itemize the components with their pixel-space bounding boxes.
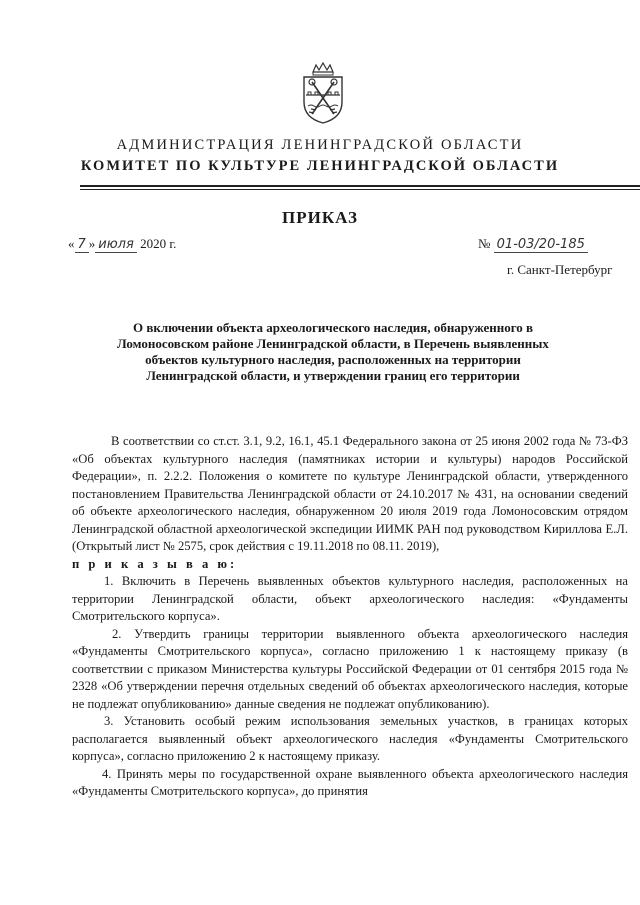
document-title: ПРИКАЗ xyxy=(282,208,358,227)
subject-line: объектов культурного наследия, расположенных на территории xyxy=(145,352,521,367)
date-day-handwritten: 7 xyxy=(75,237,89,253)
administration-header: АДМИНИСТРАЦИЯ ЛЕНИНГРАДСКОЙ ОБЛАСТИ xyxy=(116,137,524,153)
date-open-quote: « xyxy=(68,236,75,251)
date-year: 2020 г. xyxy=(140,236,177,251)
order-item-1: 1. Включить в Перечень выявленных объектов культурного наследия, расположенных на территории Ленинградской области, объект археологического наследия: «Фундаменты Смотрительского корпуса». xyxy=(72,574,628,623)
date-month-handwritten: июля xyxy=(95,237,137,253)
header-rule-thin xyxy=(80,189,640,190)
order-item-4: 4. Принять меры по государственной охране выявленного объекта археологического наследия «Фундаменты Смотрительского корпуса», до принятия xyxy=(72,766,628,798)
subject-line: О включении объекта археологического наследия, обнаруженного в xyxy=(132,320,534,335)
preamble-paragraph: В соответствии со ст.ст. 3.1, 9.2, 16.1, 45.1 Федерального закона от 25 июня 2002 года № 73-ФЗ «Об объектах культурного наследия (памятниках истории и культуры) народов Российской Федерации», п. 2.2.2. Положения о комитете по культуре Ленинградской области, утвержденного постановлением Правительства Ленинградской области от 24.10.2017 № 431, на основании сведений об объекте археологического наследия, обнаруженном 20 июля 2019 года Ломоносовским отрядом Ленинградской областной археологической экспедиции ИИМК РАН под руководством Кириллова Е.Л. (Открытый лист № 2575, срок действия с 19.11.2018 по 08.11. 2019), xyxy=(72,434,628,553)
document-date xyxy=(68,236,176,252)
order-word: п р и к а з ы в а ю: xyxy=(72,556,238,571)
number-value-handwritten: 01-03/20-185 xyxy=(494,237,588,253)
date-close-quote: » xyxy=(88,236,96,251)
subject-line: Ленинградской области, и утверждении границ его территории xyxy=(146,368,520,383)
document-number xyxy=(478,236,588,252)
order-item-3: 3. Установить особый режим использования земельных участков, в границах которых располагается выявленный объект археологического наследия «Фундаменты Смотрительского корпуса», согласно приложению 2 к настоящему приказу. xyxy=(72,714,628,763)
document-city: г. Санкт-Петербург xyxy=(507,262,613,277)
header-rule-thick xyxy=(80,185,640,187)
number-label: № xyxy=(478,236,491,251)
committee-header: КОМИТЕТ ПО КУЛЬТУРЕ ЛЕНИНГРАДСКОЙ ОБЛАСТИ xyxy=(80,158,560,174)
order-body xyxy=(72,433,628,801)
coat-of-arms-emblem-icon xyxy=(300,62,346,124)
order-subject xyxy=(80,320,586,384)
subject-line: Ломоносовском районе Ленинградской области, в Перечень выявленных xyxy=(117,336,549,351)
order-item-2: 2. Утвердить границы территории выявленного объекта археологического наследия «Фундаменты Смотрительского корпуса», согласно приложению 1 к настоящему приказу (в соответствии с приказом Министерства культуры Российской Федерации от 01 сентября 2015 года № 2328 «Об утверждении перечня отдельных сведений об объектах археологического наследия, которые не подлежат опубликованию» данные сведения не подлежат опубликованию). xyxy=(72,626,628,711)
